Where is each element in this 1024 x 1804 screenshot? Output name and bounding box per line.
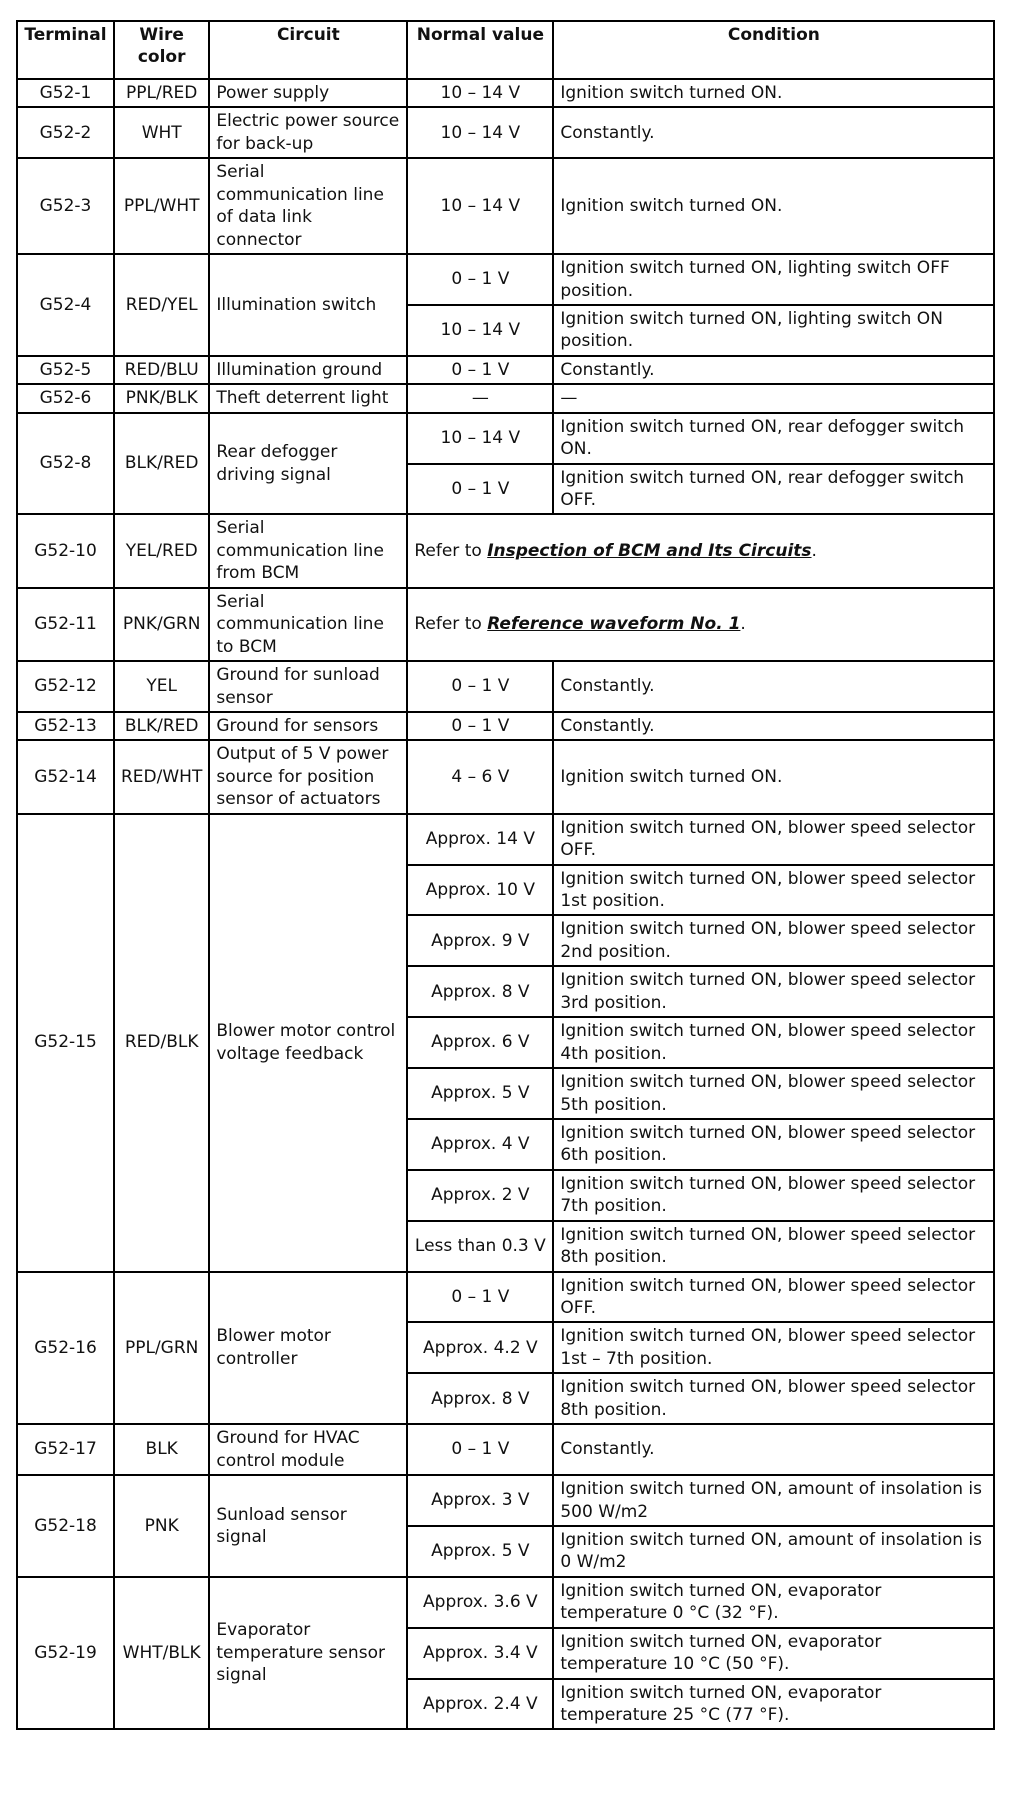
wire-color-cell: BLK/RED xyxy=(114,413,209,515)
normal-value-cell: Approx. 10 V xyxy=(407,865,553,916)
wire-color-cell: YEL/RED xyxy=(114,514,209,587)
reference-cell xyxy=(407,514,994,587)
normal-value-cell: Approx. 3 V xyxy=(407,1475,553,1526)
header-condition: Condition xyxy=(553,21,994,79)
terminal-cell: G52-11 xyxy=(17,588,114,661)
normal-value-cell: 10 – 14 V xyxy=(407,305,553,356)
table-row xyxy=(17,356,994,384)
condition-cell: Ignition switch turned ON. xyxy=(553,79,994,107)
table-row xyxy=(17,588,994,661)
terminal-cell: G52-19 xyxy=(17,1577,114,1730)
wire-color-cell: BLK/RED xyxy=(114,712,209,740)
wire-color-cell: RED/YEL xyxy=(114,254,209,356)
wire-color-cell: WHT xyxy=(114,107,209,158)
table-row xyxy=(17,514,994,587)
wire-color-cell: BLK xyxy=(114,1424,209,1475)
normal-value-cell: Approx. 14 V xyxy=(407,814,553,865)
table-row xyxy=(17,661,994,712)
circuit-cell: Blower motor controller xyxy=(209,1272,407,1425)
table-row xyxy=(17,1272,994,1323)
condition-cell: Ignition switch turned ON, blower speed selector 3rd position. xyxy=(553,966,994,1017)
table-row xyxy=(17,254,994,305)
table-row xyxy=(17,107,994,158)
table-row xyxy=(17,158,994,254)
circuit-cell: Sunload sensor signal xyxy=(209,1475,407,1577)
wire-color-cell: RED/BLU xyxy=(114,356,209,384)
normal-value-cell: 0 – 1 V xyxy=(407,254,553,305)
terminal-cell: G52-8 xyxy=(17,413,114,515)
circuit-cell: Illumination switch xyxy=(209,254,407,356)
condition-cell: Constantly. xyxy=(553,661,994,712)
normal-value-cell: Approx. 4 V xyxy=(407,1119,553,1170)
wire-color-cell: PNK xyxy=(114,1475,209,1577)
condition-cell: Ignition switch turned ON, rear defogger switch OFF. xyxy=(553,464,994,515)
terminal-cell: G52-13 xyxy=(17,712,114,740)
condition-cell: Ignition switch turned ON, amount of insolation is 0 W/m2 xyxy=(553,1526,994,1577)
reference-link[interactable]: Reference waveform No. 1 xyxy=(487,614,741,635)
condition-cell: Ignition switch turned ON, blower speed selector 2nd position. xyxy=(553,915,994,966)
normal-value-cell: 10 – 14 V xyxy=(407,107,553,158)
circuit-cell: Blower motor control voltage feedback xyxy=(209,814,407,1272)
terminal-cell: G52-18 xyxy=(17,1475,114,1577)
normal-value-cell: Approx. 3.6 V xyxy=(407,1577,553,1628)
table-row xyxy=(17,384,994,412)
header-circuit: Circuit xyxy=(209,21,407,79)
condition-cell: Ignition switch turned ON. xyxy=(553,740,994,813)
circuit-cell: Illumination ground xyxy=(209,356,407,384)
normal-value-cell: Approx. 4.2 V xyxy=(407,1322,553,1373)
table-row xyxy=(17,1475,994,1526)
wire-color-cell: PPL/GRN xyxy=(114,1272,209,1425)
normal-value-cell: 10 – 14 V xyxy=(407,413,553,464)
normal-value-cell: Approx. 9 V xyxy=(407,915,553,966)
table-row xyxy=(17,79,994,107)
condition-cell: Ignition switch turned ON, blower speed selector 8th position. xyxy=(553,1221,994,1272)
wire-color-cell: PNK/GRN xyxy=(114,588,209,661)
condition-cell: Ignition switch turned ON, blower speed selector 5th position. xyxy=(553,1068,994,1119)
table-row xyxy=(17,1577,994,1628)
normal-value-cell: Approx. 3.4 V xyxy=(407,1628,553,1679)
table-row xyxy=(17,814,994,865)
circuit-cell: Evaporator temperature sensor signal xyxy=(209,1577,407,1730)
circuit-cell: Serial communication line from BCM xyxy=(209,514,407,587)
normal-value-cell: 0 – 1 V xyxy=(407,464,553,515)
condition-cell: Ignition switch turned ON, lighting switch ON position. xyxy=(553,305,994,356)
condition-cell: Constantly. xyxy=(553,1424,994,1475)
terminal-cell: G52-10 xyxy=(17,514,114,587)
normal-value-cell: 0 – 1 V xyxy=(407,356,553,384)
circuit-cell: Serial communication line to BCM xyxy=(209,588,407,661)
condition-cell: Ignition switch turned ON, blower speed selector 8th position. xyxy=(553,1373,994,1424)
terminal-cell: G52-12 xyxy=(17,661,114,712)
reference-suffix: . xyxy=(811,540,817,561)
table-row xyxy=(17,740,994,813)
terminal-cell: G52-4 xyxy=(17,254,114,356)
circuit-cell: Electric power source for back-up xyxy=(209,107,407,158)
circuit-cell: Output of 5 V power source for position sensor of actuators xyxy=(209,740,407,813)
reference-cell xyxy=(407,588,994,661)
terminal-cell: G52-5 xyxy=(17,356,114,384)
terminal-cell: G52-1 xyxy=(17,79,114,107)
normal-value-cell: Approx. 8 V xyxy=(407,1373,553,1424)
wire-color-cell: RED/BLK xyxy=(114,814,209,1272)
condition-cell: Constantly. xyxy=(553,107,994,158)
circuit-cell: Theft deterrent light xyxy=(209,384,407,412)
wire-color-cell: PPL/WHT xyxy=(114,158,209,254)
header-wire-color: Wire color xyxy=(114,21,209,79)
condition-cell: Ignition switch turned ON, blower speed selector OFF. xyxy=(553,814,994,865)
condition-cell: Ignition switch turned ON, blower speed selector 1st – 7th position. xyxy=(553,1322,994,1373)
condition-cell: Ignition switch turned ON. xyxy=(553,158,994,254)
condition-cell: Ignition switch turned ON, blower speed selector OFF. xyxy=(553,1272,994,1323)
normal-value-cell: 4 – 6 V xyxy=(407,740,553,813)
condition-cell: Ignition switch turned ON, evaporator temperature 25 °C (77 °F). xyxy=(553,1679,994,1730)
header-normal-value: Normal value xyxy=(407,21,553,79)
terminal-cell: G52-17 xyxy=(17,1424,114,1475)
circuit-cell: Rear defogger driving signal xyxy=(209,413,407,515)
condition-cell: Ignition switch turned ON, blower speed selector 1st position. xyxy=(553,865,994,916)
circuit-cell: Ground for sunload sensor xyxy=(209,661,407,712)
terminal-cell: G52-15 xyxy=(17,814,114,1272)
normal-value-cell: Less than 0.3 V xyxy=(407,1221,553,1272)
header-row xyxy=(17,21,994,79)
terminal-cell: G52-3 xyxy=(17,158,114,254)
circuit-cell: Ground for sensors xyxy=(209,712,407,740)
normal-value-cell: Approx. 6 V xyxy=(407,1017,553,1068)
condition-cell: Ignition switch turned ON, blower speed selector 7th position. xyxy=(553,1170,994,1221)
table-row xyxy=(17,712,994,740)
terminal-spec-sheet xyxy=(16,20,995,1730)
terminal-cell: G52-2 xyxy=(17,107,114,158)
condition-cell: Constantly. xyxy=(553,356,994,384)
wire-color-cell: PPL/RED xyxy=(114,79,209,107)
condition-cell: — xyxy=(553,384,994,412)
table-row xyxy=(17,413,994,464)
condition-cell: Ignition switch turned ON, evaporator temperature 10 °C (50 °F). xyxy=(553,1628,994,1679)
condition-cell: Constantly. xyxy=(553,712,994,740)
header-terminal: Terminal xyxy=(17,21,114,79)
reference-prefix: Refer to xyxy=(414,614,488,635)
normal-value-cell: Approx. 8 V xyxy=(407,966,553,1017)
terminal-cell: G52-6 xyxy=(17,384,114,412)
normal-value-cell: 0 – 1 V xyxy=(407,661,553,712)
normal-value-cell: 10 – 14 V xyxy=(407,158,553,254)
circuit-cell: Power supply xyxy=(209,79,407,107)
reference-prefix: Refer to xyxy=(414,540,488,561)
condition-cell: Ignition switch turned ON, evaporator temperature 0 °C (32 °F). xyxy=(553,1577,994,1628)
condition-cell: Ignition switch turned ON, blower speed selector 4th position. xyxy=(553,1017,994,1068)
normal-value-cell: Approx. 2 V xyxy=(407,1170,553,1221)
normal-value-cell: 10 – 14 V xyxy=(407,79,553,107)
terminal-cell: G52-14 xyxy=(17,740,114,813)
normal-value-cell: 0 – 1 V xyxy=(407,1272,553,1323)
wire-color-cell: WHT/BLK xyxy=(114,1577,209,1730)
wire-color-cell: RED/WHT xyxy=(114,740,209,813)
terminal-cell: G52-16 xyxy=(17,1272,114,1425)
condition-cell: Ignition switch turned ON, lighting switch OFF position. xyxy=(553,254,994,305)
normal-value-cell: 0 – 1 V xyxy=(407,712,553,740)
table-row xyxy=(17,1424,994,1475)
wire-color-cell: YEL xyxy=(114,661,209,712)
normal-value-cell: Approx. 5 V xyxy=(407,1526,553,1577)
circuit-cell: Serial communication line of data link connector xyxy=(209,158,407,254)
circuit-cell: Ground for HVAC control module xyxy=(209,1424,407,1475)
normal-value-cell: — xyxy=(407,384,553,412)
normal-value-cell: Approx. 2.4 V xyxy=(407,1679,553,1730)
normal-value-cell: Approx. 5 V xyxy=(407,1068,553,1119)
terminal-spec-table xyxy=(16,20,995,1730)
condition-cell: Ignition switch turned ON, amount of insolation is 500 W/m2 xyxy=(553,1475,994,1526)
reference-suffix: . xyxy=(740,614,746,635)
normal-value-cell: 0 – 1 V xyxy=(407,1424,553,1475)
reference-link[interactable]: Inspection of BCM and Its Circuits xyxy=(487,540,812,561)
condition-cell: Ignition switch turned ON, rear defogger switch ON. xyxy=(553,413,994,464)
wire-color-cell: PNK/BLK xyxy=(114,384,209,412)
condition-cell: Ignition switch turned ON, blower speed selector 6th position. xyxy=(553,1119,994,1170)
